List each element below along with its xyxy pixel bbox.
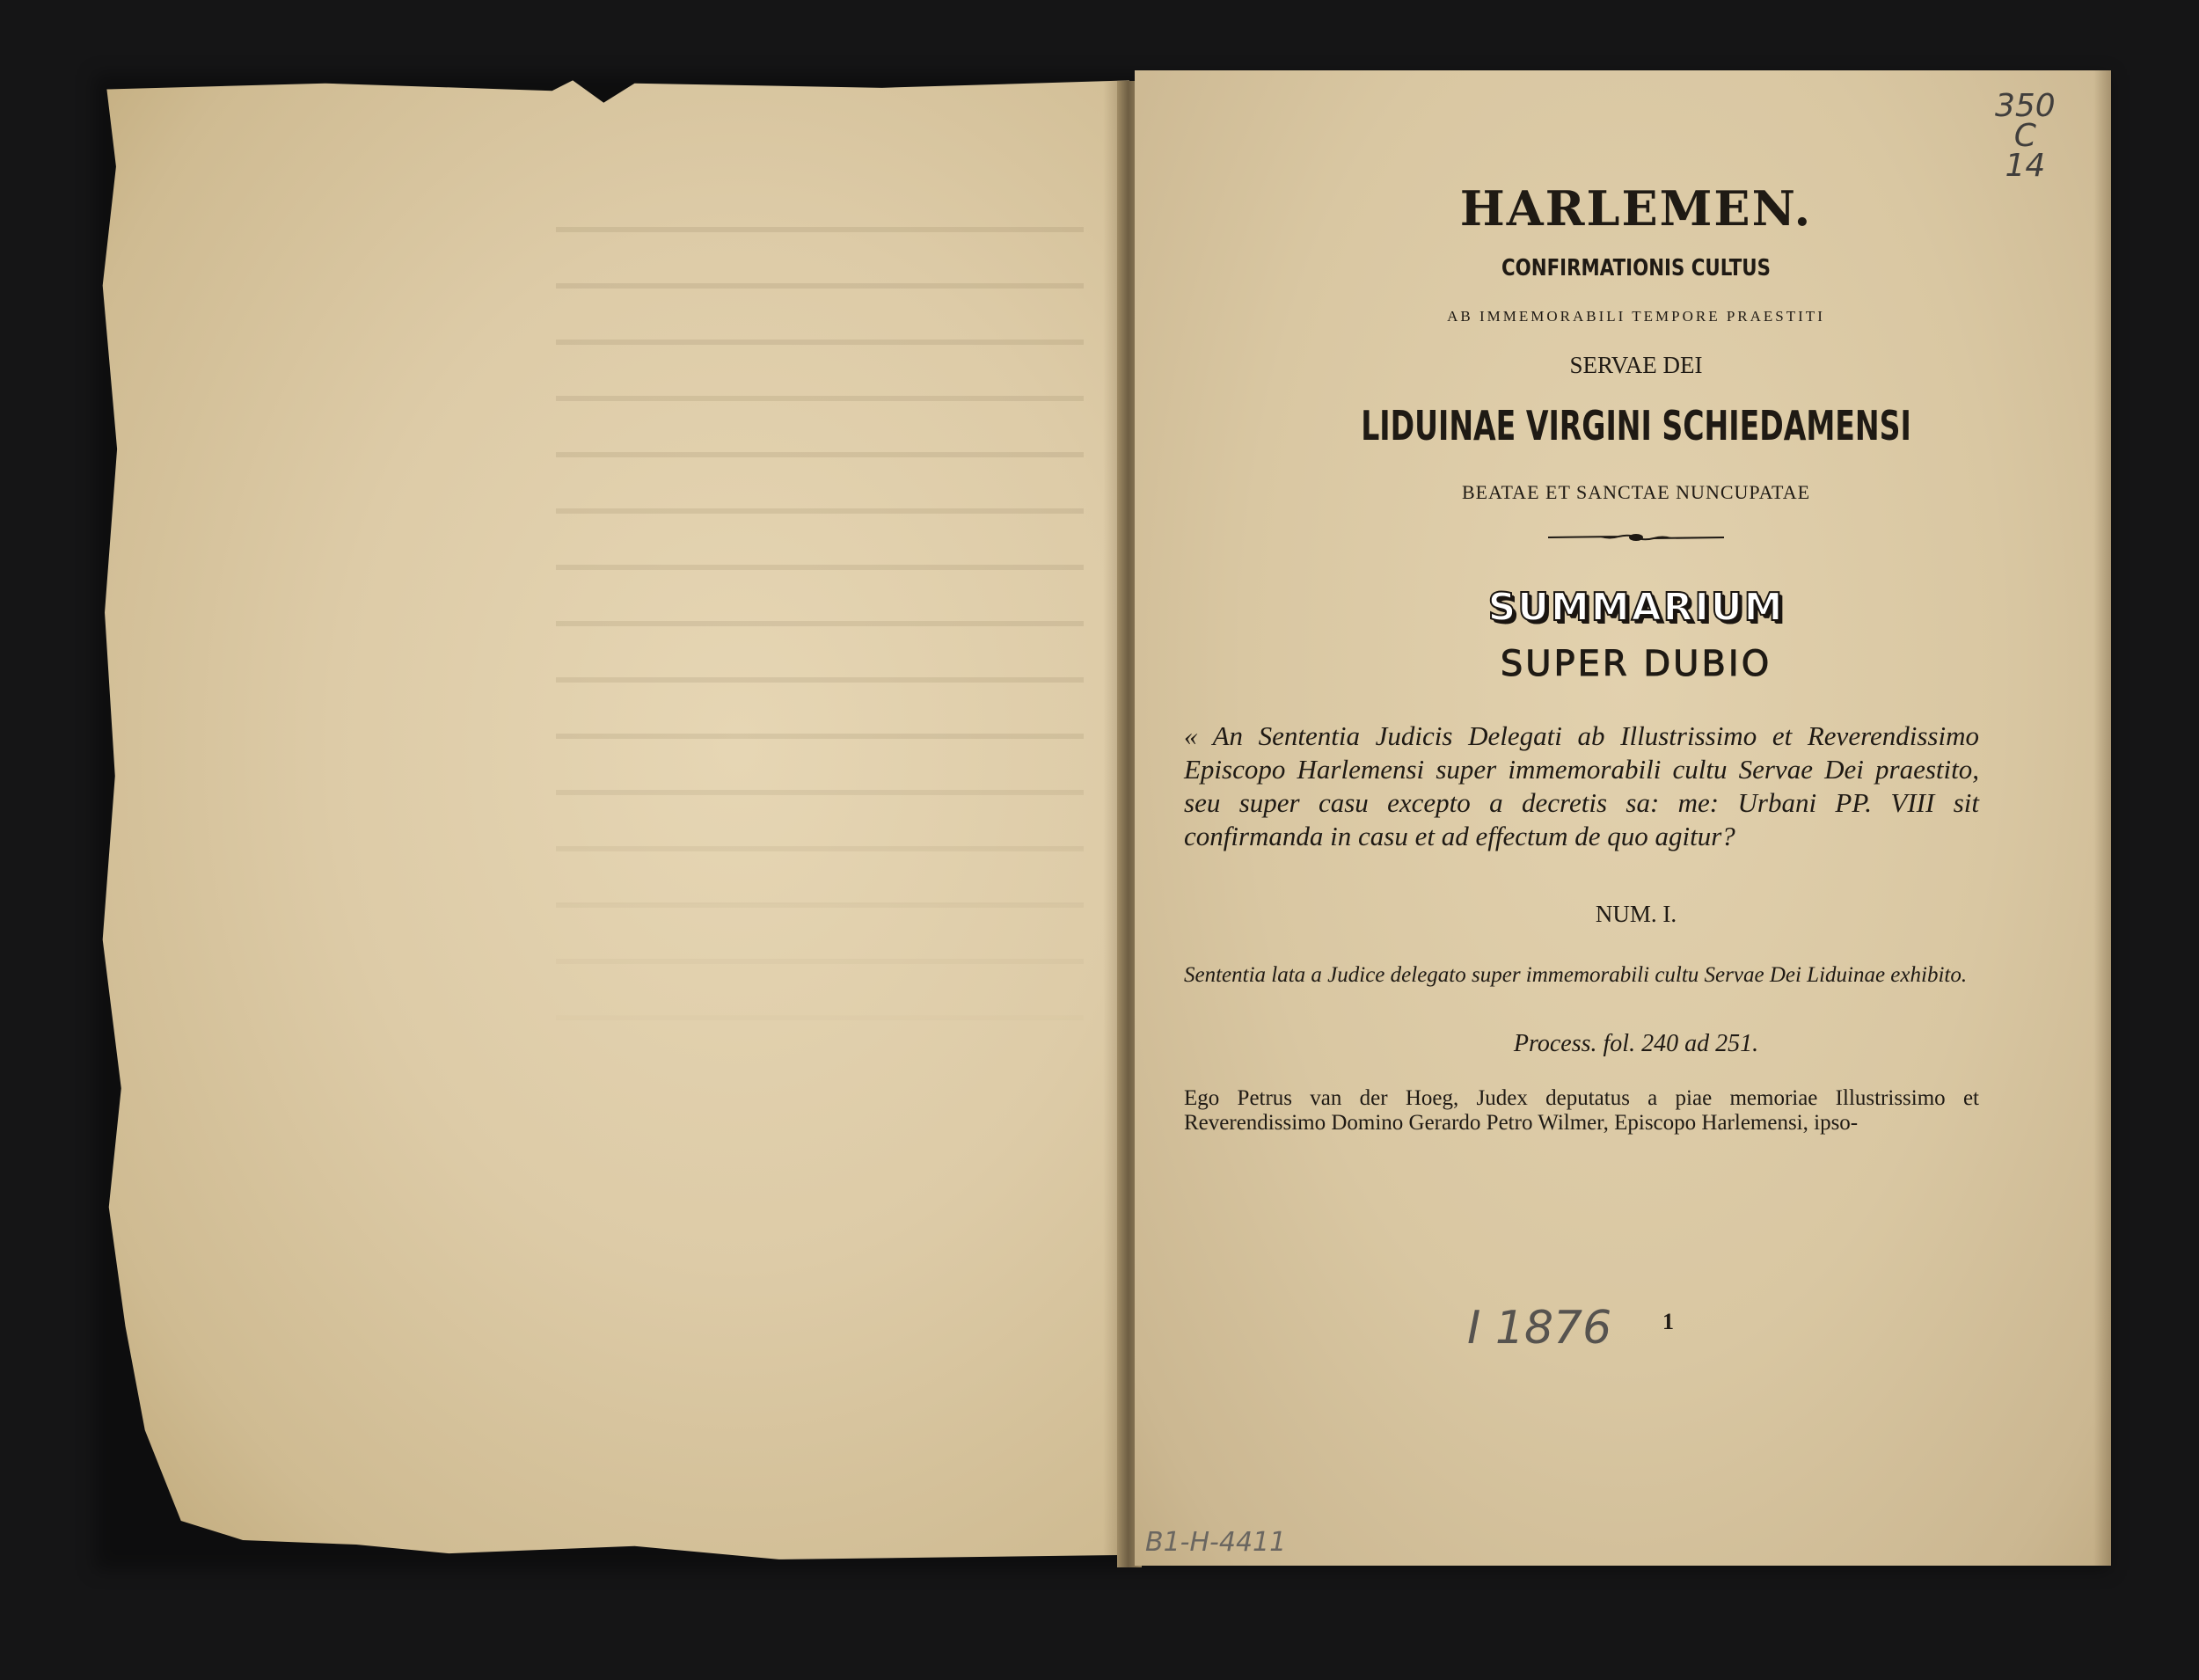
show-through-print bbox=[556, 201, 1084, 1080]
process-reference: Process. fol. 240 ad 251. bbox=[1513, 1030, 1759, 1057]
page-edge-shadow bbox=[2093, 70, 2111, 1566]
super-dubio-heading: SUPER DUBIO bbox=[1500, 644, 1772, 684]
num-heading: NUM. I. bbox=[1595, 901, 1677, 927]
subtitle-confirmationis: CONFIRMATIONIS CULTUS bbox=[1501, 255, 1771, 281]
dubium-question: « An Sententia Judicis Delegati ab Illustrissimo et Reverendissimo Episcopo Harlemensi super immemorabili cultu Servae Dei praestito, seu super casu excepto a decretis sa: me: Urbani PP. VIII sit confirmanda in casu et ad effectum de quo agitur? bbox=[1184, 720, 1979, 851]
shelfmark-line-2: C bbox=[2013, 118, 2036, 154]
document-title: HARLEMEN. bbox=[1459, 180, 1813, 237]
ornamental-rule bbox=[1548, 530, 1724, 544]
sentence-description: Sententia lata a Judice delegato super immemorabili cultu Servae Dei Liduinae exhibito. bbox=[1184, 963, 1968, 987]
subtitle-immemorabili: AB IMMEMORABILI TEMPORE PRAESTITI bbox=[1447, 308, 1825, 325]
shelfmark-line-1: 350 bbox=[1995, 88, 2056, 124]
subtitle-servae-dei: SERVAE DEI bbox=[1569, 352, 1703, 378]
pencil-note: I 1876 bbox=[1467, 1302, 1612, 1355]
shelfmark-line-3: 14 bbox=[2005, 148, 2046, 184]
servant-name: LIDUINAE VIRGINI SCHIEDAMENSI bbox=[1361, 402, 1911, 449]
subtitle-nuncupatae: BEATAE ET SANCTAE NUNCUPATAE bbox=[1461, 481, 1811, 503]
left-blank-page bbox=[99, 77, 1129, 1564]
bottom-catalog-note: B1-H-4411 bbox=[1145, 1527, 1287, 1558]
handwritten-shelfmark bbox=[1995, 88, 2056, 184]
body-paragraph: Ego Petrus van der Hoeg, Judex deputatus a piae memoriae Illustrissimo et Reverendissimo Domino Gerardo Petro Wilmer, Episcopo Harlemensi, ipso- bbox=[1184, 1086, 1979, 1135]
summarium-heading: SUMMARIUM bbox=[1487, 585, 1785, 630]
page-content bbox=[1179, 106, 2093, 1136]
page-number: 1 bbox=[1662, 1309, 1674, 1334]
